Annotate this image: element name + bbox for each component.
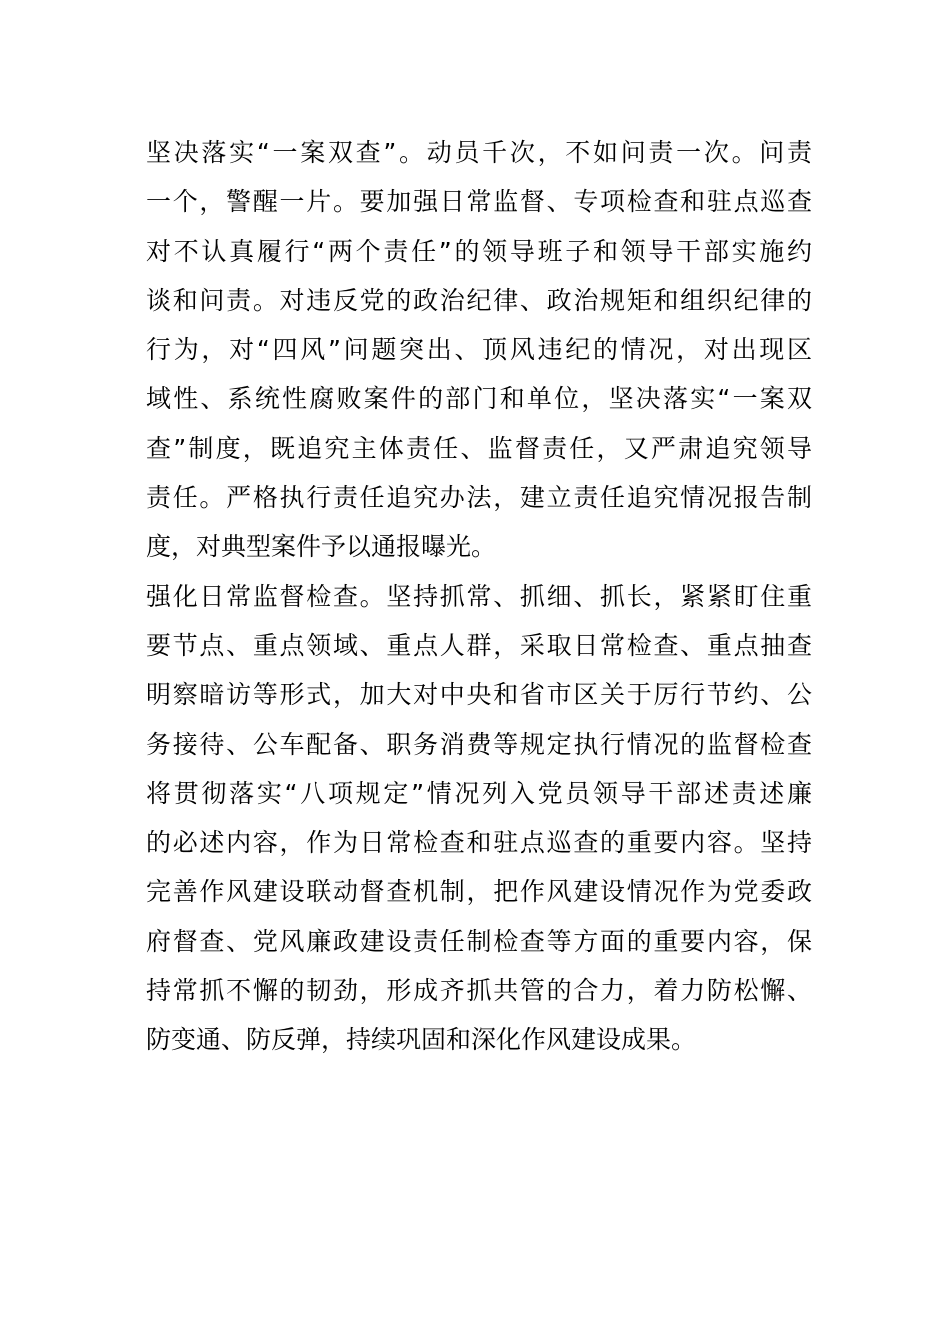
text-line: 府督查、党风廉政建设责任制检查等方面的重要内容，保 — [146, 926, 812, 956]
text-line: 明察暗访等形式，加大对中央和省市区关于厉行节约、公 — [146, 680, 812, 710]
text-line: 度，对典型案件予以通报曝光。 — [146, 532, 497, 562]
text-line: 责任。严格执行责任追究办法，建立责任追究情况报告制 — [146, 483, 812, 513]
text-line: 务接待、公车配备、职务消费等规定执行情况的监督检查 — [146, 729, 812, 759]
paragraph-accountability — [146, 128, 812, 572]
text-line: 要节点、重点领域、重点人群，采取日常检查、重点抽查 — [146, 630, 812, 660]
text-line: 谈和问责。对违反党的政治纪律、政治规矩和组织纪律的 — [146, 285, 812, 315]
text-line: 对不认真履行“两个责任”的领导班子和领导干部实施约 — [146, 236, 812, 266]
text-line: 完善作风建设联动督查机制，把作风建设情况作为党委政 — [146, 877, 812, 907]
text-line: 域性、系统性腐败案件的部门和单位，坚决落实“一案双 — [146, 384, 812, 414]
body-text — [146, 128, 812, 1065]
text-line: 行为，对“四风”问题突出、顶风违纪的情况，对出现区 — [146, 335, 812, 365]
text-line: 的必述内容，作为日常检查和驻点巡查的重要内容。坚持 — [146, 828, 812, 858]
text-line: 防变通、防反弹，持续巩固和深化作风建设成果。 — [146, 1025, 697, 1055]
text-line: 持常抓不懈的韧劲，形成齐抓共管的合力，着力防松懈、 — [146, 976, 812, 1006]
text-line: 查”制度，既追究主体责任、监督责任，又严肃追究领导 — [146, 433, 812, 463]
text-line: 将贯彻落实“八项规定”情况列入党员领导干部述责述廉 — [146, 778, 812, 808]
text-line: 一个，警醒一片。要加强日常监督、专项检查和驻点巡查 — [146, 187, 812, 217]
text-line: 坚决落实“一案双查”。动员千次，不如问责一次。问责 — [146, 138, 812, 167]
paragraph-daily-supervision — [146, 572, 812, 1065]
text-line: 强化日常监督检查。坚持抓常、抓细、抓长，紧紧盯住重 — [146, 581, 812, 611]
